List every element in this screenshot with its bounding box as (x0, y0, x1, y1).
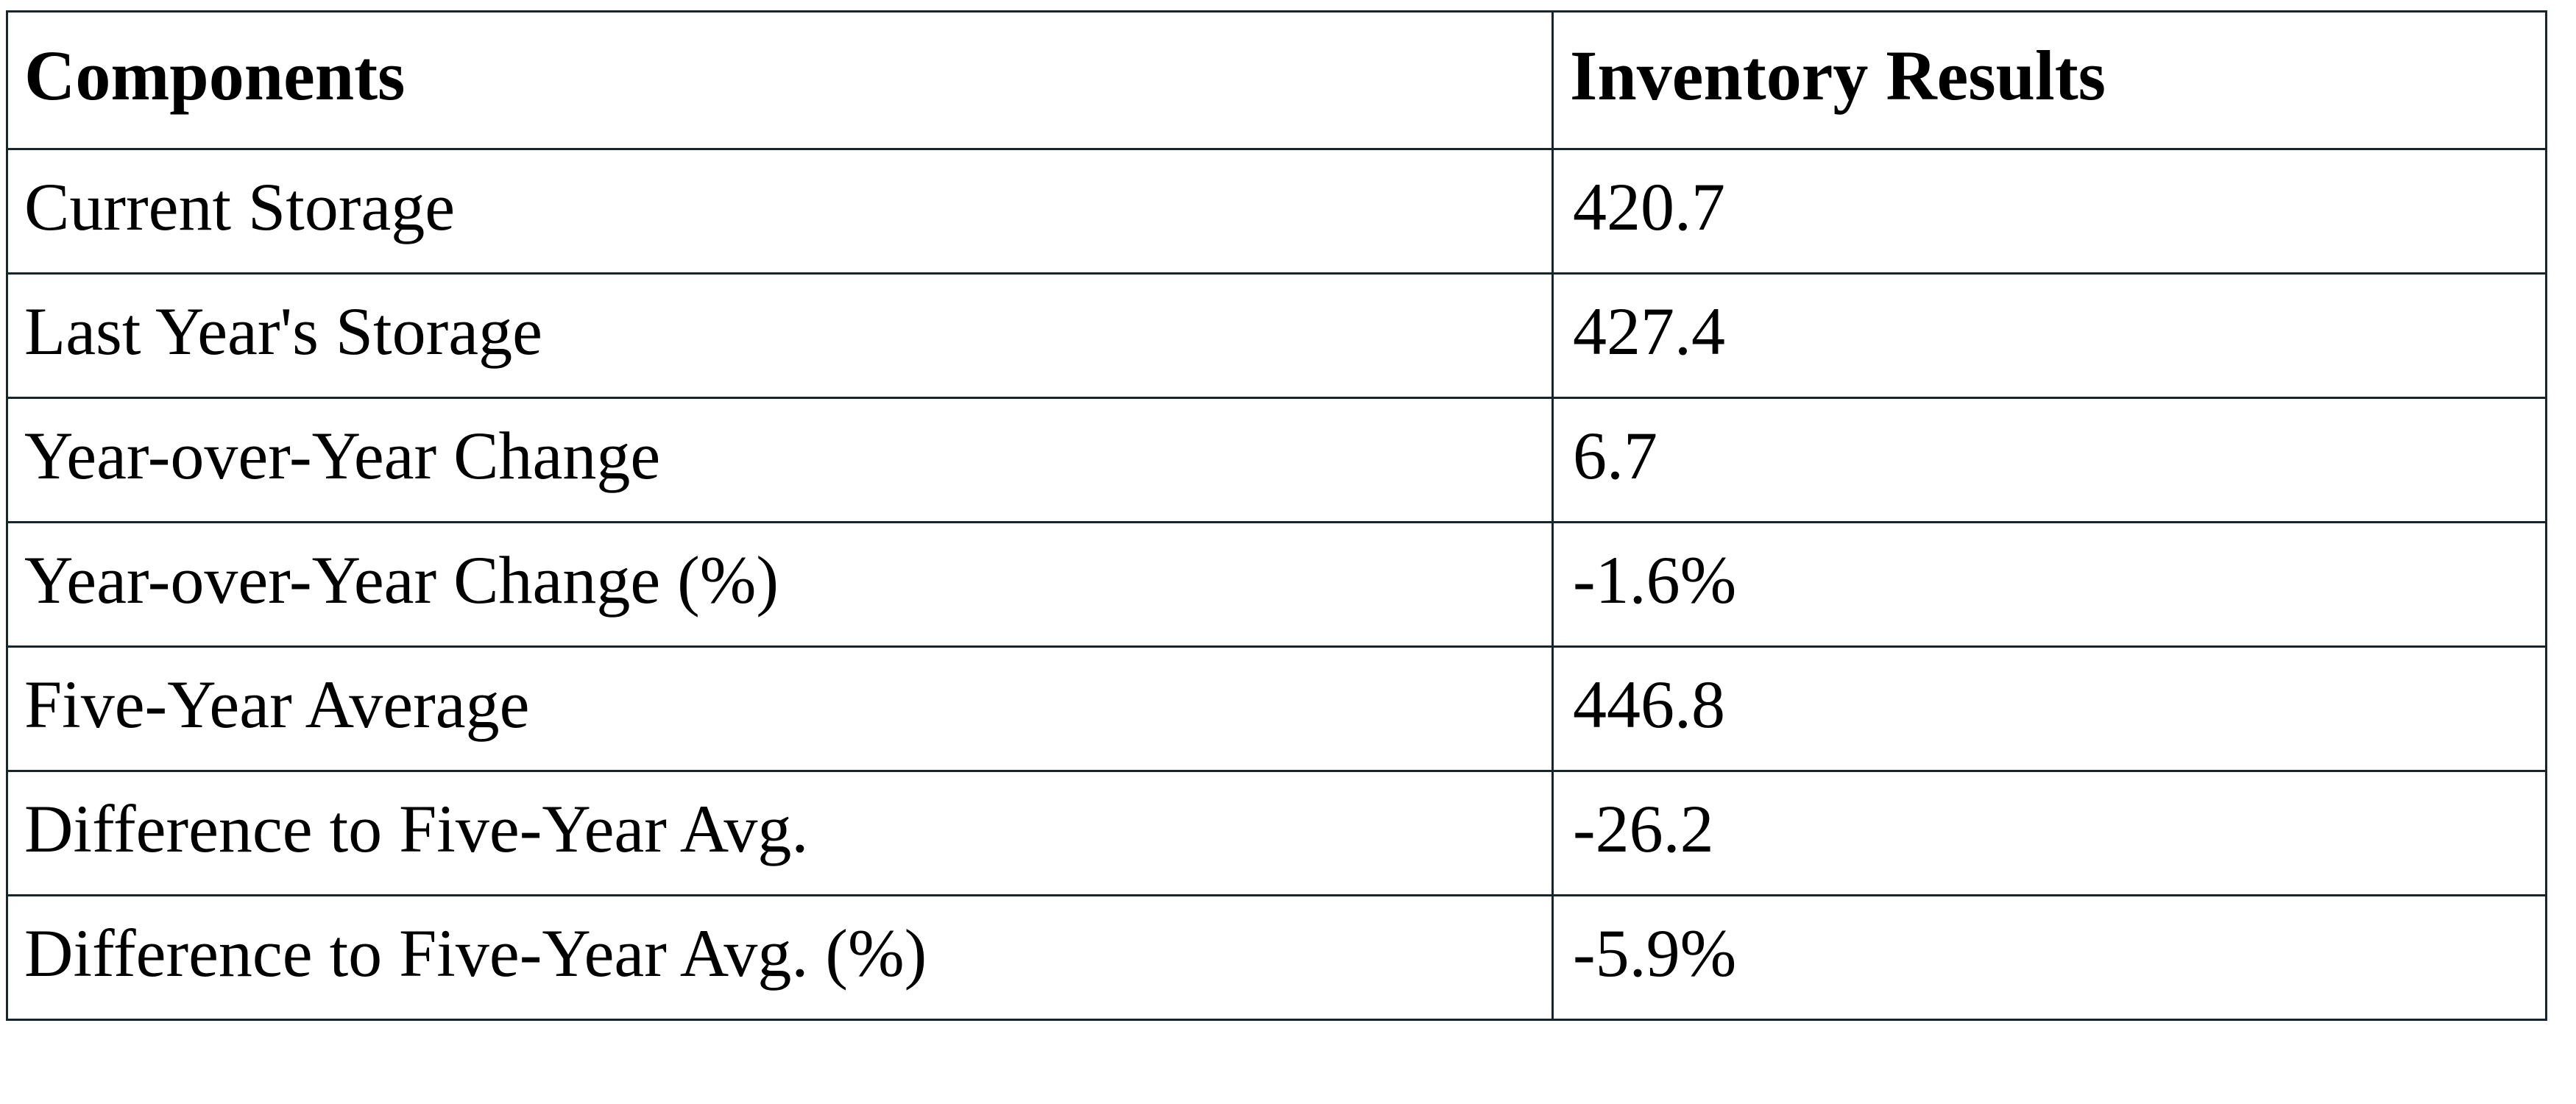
row-value: -26.2 (1553, 771, 2547, 896)
row-value: -5.9% (1553, 896, 2547, 1020)
row-label: Five-Year Average (7, 647, 1553, 771)
row-value: 6.7 (1553, 398, 2547, 523)
column-header-components: Components (7, 12, 1553, 149)
table-row (7, 149, 2547, 274)
row-value: -1.6% (1553, 523, 2547, 647)
table-body (7, 149, 2547, 1020)
row-value: 446.8 (1553, 647, 2547, 771)
table-header-row (7, 12, 2547, 149)
row-label: Last Year's Storage (7, 274, 1553, 398)
table-row (7, 896, 2547, 1020)
row-label: Year-over-Year Change (%) (7, 523, 1553, 647)
row-label: Current Storage (7, 149, 1553, 274)
table-row (7, 398, 2547, 523)
table-row (7, 771, 2547, 896)
row-value: 420.7 (1553, 149, 2547, 274)
inventory-results-table (6, 10, 2547, 1021)
row-value: 427.4 (1553, 274, 2547, 398)
row-label: Difference to Five-Year Avg. (%) (7, 896, 1553, 1020)
table-row (7, 274, 2547, 398)
table-row (7, 647, 2547, 771)
row-label: Difference to Five-Year Avg. (7, 771, 1553, 896)
table-row (7, 523, 2547, 647)
row-label: Year-over-Year Change (7, 398, 1553, 523)
column-header-inventory-results: Inventory Results (1553, 12, 2547, 149)
table-header (7, 12, 2547, 149)
